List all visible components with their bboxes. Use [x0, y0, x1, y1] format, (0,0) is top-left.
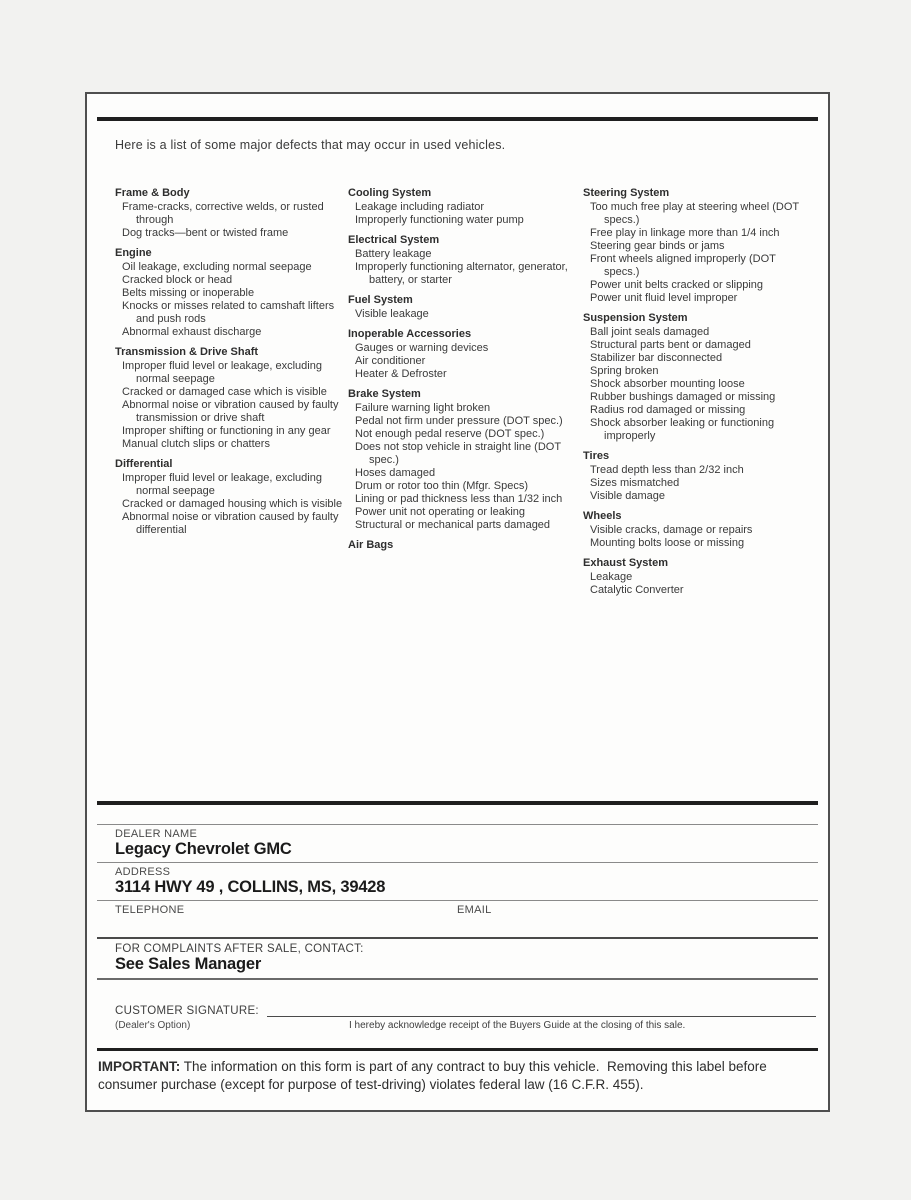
defect-section-heading: Wheels: [583, 510, 622, 522]
defect-section-heading: Transmission & Drive Shaft: [115, 346, 259, 358]
defect-item: Abnormal noise or vibration caused by faulty differential: [122, 511, 339, 536]
defect-item: Ball joint seals damaged: [590, 326, 710, 338]
defect-section-heading: Inoperable Accessories: [348, 328, 472, 340]
defect-column: [115, 187, 348, 544]
defect-section-heading: Fuel System: [348, 294, 413, 306]
complaints-label: FOR COMPLAINTS AFTER SALE, CONTACT:: [115, 943, 364, 955]
signature-line: [267, 1016, 816, 1017]
field-line: [97, 978, 818, 980]
defect-item: Heater & Defroster: [355, 368, 447, 380]
email-label: EMAIL: [457, 904, 492, 916]
defect-item: Belts missing or inoperable: [122, 287, 255, 299]
defect-item: Sizes mismatched: [590, 477, 680, 489]
defect-section-heading: Air Bags: [348, 539, 394, 551]
defect-section-heading: Brake System: [348, 388, 421, 400]
defect-item: Abnormal noise or vibration caused by faulty transmission or drive shaft: [122, 399, 339, 424]
defect-item: Hoses damaged: [355, 467, 436, 479]
defect-item: Visible cracks, damage or repairs: [590, 524, 753, 536]
defect-section: [348, 187, 583, 227]
defect-item: Cracked or damaged case which is visible: [122, 386, 327, 398]
address-value: 3114 HWY 49 , COLLINS, MS, 39428: [115, 878, 386, 896]
defect-item: Front wheels aligned improperly (DOT specs.): [590, 253, 776, 278]
defect-section: [583, 450, 805, 503]
field-line: [97, 824, 818, 825]
defect-section: [348, 539, 583, 552]
defect-item: Rubber bushings damaged or missing: [590, 391, 776, 403]
field-line: [97, 862, 818, 863]
defect-item: Improper shifting or functioning in any gear: [122, 425, 331, 437]
field-line: [97, 900, 818, 901]
defect-item: Power unit fluid level improper: [590, 292, 738, 304]
dealer-name-value: Legacy Chevrolet GMC: [115, 840, 292, 858]
top-divider: [97, 117, 818, 121]
defect-section-heading: Frame & Body: [115, 187, 190, 199]
defect-item: Abnormal exhaust discharge: [122, 326, 262, 338]
complaints-value: See Sales Manager: [115, 955, 262, 973]
defect-item: Cracked or damaged housing which is visible: [122, 498, 343, 510]
defect-item: Power unit belts cracked or slipping: [590, 279, 764, 291]
defect-item: Improperly functioning alternator, generator, battery, or starter: [355, 261, 568, 286]
defect-item: Improper fluid level or leakage, excluding normal seepage: [122, 472, 322, 497]
important-label: IMPORTANT:: [98, 1059, 181, 1074]
customer-signature-label: CUSTOMER SIGNATURE:: [115, 1005, 259, 1017]
defect-item: Not enough pedal reserve (DOT spec.): [355, 428, 545, 440]
defect-section-heading: Differential: [115, 458, 173, 470]
defect-item: Too much free play at steering wheel (DOT specs.): [590, 201, 799, 226]
defect-column: [348, 187, 583, 559]
defect-column: [583, 187, 805, 604]
defect-item: Structural or mechanical parts damaged: [355, 519, 551, 531]
defect-item: Pedal not firm under pressure (DOT spec.): [355, 415, 563, 427]
defect-section: [115, 346, 348, 451]
defect-item: Free play in linkage more than 1/4 inch: [590, 227, 780, 239]
defect-item: Spring broken: [590, 365, 659, 377]
defect-section-heading: Cooling System: [348, 187, 432, 199]
defect-item: Visible damage: [590, 490, 666, 502]
acknowledgement-text: I hereby acknowledge receipt of the Buyers Guide at the closing of this sale.: [349, 1020, 686, 1031]
defect-section: [115, 247, 348, 339]
defect-section: [115, 187, 348, 240]
defect-item: Shock absorber mounting loose: [590, 378, 745, 390]
defect-section: [348, 388, 583, 532]
defect-item: Leakage including radiator: [355, 201, 485, 213]
defect-item: Visible leakage: [355, 308, 429, 320]
defect-item: Shock absorber leaking or functioning improperly: [590, 417, 775, 442]
defect-section-heading: Suspension System: [583, 312, 688, 324]
defect-section-heading: Exhaust System: [583, 557, 668, 569]
defect-section: [115, 458, 348, 537]
defect-item: Power unit not operating or leaking: [355, 506, 525, 518]
defect-section-heading: Electrical System: [348, 234, 440, 246]
defect-item: Radius rod damaged or missing: [590, 404, 746, 416]
buyers-guide-sheet: [85, 92, 830, 1112]
important-divider: [97, 1048, 818, 1051]
defect-section: [348, 328, 583, 381]
important-notice: [98, 1058, 798, 1094]
defect-item: Catalytic Converter: [590, 584, 684, 596]
dealer-name-label: DEALER NAME: [115, 828, 198, 840]
defect-section: [583, 557, 805, 597]
address-label: ADDRESS: [115, 866, 171, 878]
defect-item: Oil leakage, excluding normal seepage: [122, 261, 312, 273]
defect-item: Dog tracks—bent or twisted frame: [122, 227, 289, 239]
defect-item: Improper fluid level or leakage, excluding normal seepage: [122, 360, 322, 385]
defects-intro-text: Here is a list of some major defects that may occur in used vehicles.: [115, 138, 506, 152]
defect-section: [348, 234, 583, 287]
defect-item: Knocks or misses related to camshaft lifters and push rods: [122, 300, 335, 325]
defect-columns: [115, 187, 815, 604]
defect-item: Gauges or warning devices: [355, 342, 489, 354]
defect-item: Frame-cracks, corrective welds, or rusted through: [122, 201, 324, 226]
defect-section: [348, 294, 583, 321]
important-text: The information on this form is part of any contract to buy this vehicle. Removing this label before consumer purchase (except for purpose of test-driving) violates federal law (16 C.F.R. 455).: [98, 1059, 771, 1092]
dealer-section-divider: [97, 801, 818, 805]
defect-item: Battery leakage: [355, 248, 432, 260]
defect-item: Structural parts bent or damaged: [590, 339, 751, 351]
defect-item: Stabilizer bar disconnected: [590, 352, 723, 364]
telephone-label: TELEPHONE: [115, 904, 185, 916]
defect-item: Failure warning light broken: [355, 402, 491, 414]
dealers-option-note: (Dealer's Option): [115, 1020, 191, 1031]
defect-item: Tread depth less than 2/32 inch: [590, 464, 744, 476]
defect-item: Air conditioner: [355, 355, 426, 367]
defect-section: [583, 510, 805, 550]
defect-section-heading: Steering System: [583, 187, 670, 199]
defect-item: Steering gear binds or jams: [590, 240, 725, 252]
defect-item: Does not stop vehicle in straight line (DOT spec.): [355, 441, 561, 466]
defect-section-heading: Tires: [583, 450, 610, 462]
defect-item: Lining or pad thickness less than 1/32 inch: [355, 493, 563, 505]
defect-section: [583, 312, 805, 443]
defect-section: [583, 187, 805, 305]
defect-item: Manual clutch slips or chatters: [122, 438, 270, 450]
defect-item: Leakage: [590, 571, 633, 583]
defect-item: Improperly functioning water pump: [355, 214, 524, 226]
defect-item: Mounting bolts loose or missing: [590, 537, 745, 549]
defect-item: Cracked block or head: [122, 274, 233, 286]
defect-section-heading: Engine: [115, 247, 152, 259]
defect-item: Drum or rotor too thin (Mfgr. Specs): [355, 480, 528, 492]
field-line: [97, 937, 818, 939]
